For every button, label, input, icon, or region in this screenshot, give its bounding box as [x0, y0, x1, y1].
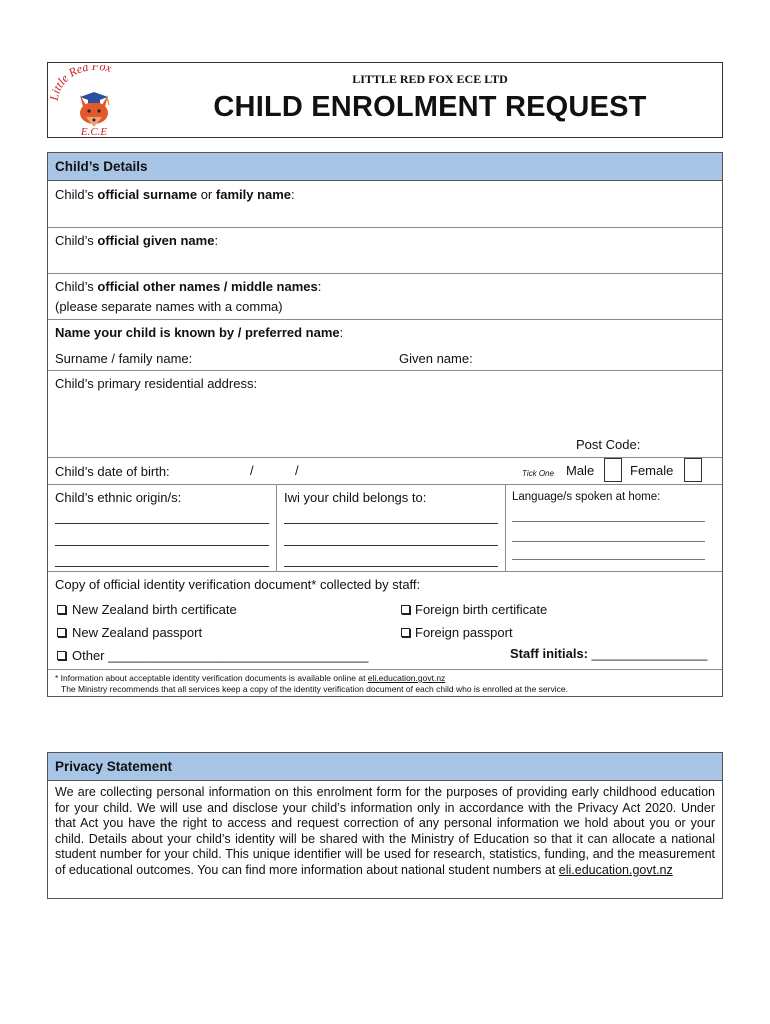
privacy-section [47, 752, 723, 899]
pref-surname-label: Surname / family name: [55, 351, 193, 366]
ethnic-line[interactable] [55, 545, 269, 546]
ethnic-line[interactable] [55, 523, 269, 524]
page-title: CHILD ENROLMENT REQUEST [213, 91, 647, 123]
privacy-heading: Privacy Statement [48, 753, 722, 781]
pref-surname-field[interactable] [208, 349, 388, 367]
ethnic-line[interactable] [55, 566, 269, 567]
pref-given-label: Given name: [399, 351, 473, 366]
post-code-label: Post Code: [576, 437, 641, 452]
staff-initials: Staff initials: ________________ [510, 646, 708, 661]
iwi-label: Iwi your child belongs to: [284, 490, 427, 505]
language-line[interactable] [512, 521, 705, 522]
iwi-line[interactable] [284, 566, 498, 567]
org-name: LITTLE RED FOX ECE LTD [352, 72, 508, 86]
dob-label: Child’s date of birth: [55, 464, 170, 479]
footnote-1: * Information about acceptable identity verification documents is available online at eli.education.govt.nz [55, 673, 446, 683]
child-details-heading: Child’s Details [48, 153, 722, 181]
child-details-section [47, 152, 723, 697]
language-line[interactable] [512, 541, 705, 542]
given-name-field[interactable] [48, 249, 722, 273]
dob-separator: / [295, 463, 299, 478]
logo-text-bottom: E.C.E [80, 126, 108, 137]
staff-initials-field[interactable]: ________________ [591, 646, 708, 661]
nz-passport-checkbox[interactable] [57, 628, 66, 637]
given-name-label: Child’s official given name: [55, 233, 219, 248]
foreign-birth-label: Foreign birth certificate [415, 602, 548, 617]
foreign-birth-checkbox[interactable] [401, 605, 410, 614]
privacy-link[interactable]: eli.education.govt.nz [558, 862, 673, 877]
pref-given-field[interactable] [483, 349, 713, 367]
nz-birth-checkbox[interactable] [57, 605, 66, 614]
ethnic-label: Child’s ethnic origin/s: [55, 490, 182, 505]
other-checkbox[interactable] [57, 651, 66, 660]
surname-label: Child’s official surname or family name: [55, 187, 295, 202]
address-field[interactable] [48, 393, 722, 433]
languages-label: Language/s spoken at home: [512, 491, 661, 503]
language-line[interactable] [512, 559, 705, 560]
male-checkbox[interactable] [604, 458, 622, 482]
iwi-line[interactable] [284, 523, 498, 524]
surname-field[interactable] [48, 201, 722, 227]
tick-one-label: Tick One [522, 469, 554, 478]
address-label: Child’s primary residential address: [55, 376, 258, 391]
header-box [47, 62, 723, 138]
other-names-label: Child’s official other names / middle names: [55, 279, 322, 294]
post-code-field[interactable] [653, 435, 717, 453]
foreign-passport-label: Foreign passport [415, 625, 513, 640]
dob-separator: / [250, 463, 254, 478]
iwi-line[interactable] [284, 545, 498, 546]
known-by-label: Name your child is known by / preferred name: [55, 325, 344, 340]
logo-text-top: ttle Red Fox [50, 65, 114, 93]
nz-birth-label: New Zealand birth certificate [72, 602, 237, 617]
other-names-note: (please separate names with a comma) [55, 299, 283, 314]
other-label[interactable]: Other ____________________________________ [72, 648, 369, 663]
nz-passport-label: New Zealand passport [72, 625, 203, 640]
privacy-statement: We are collecting personal information on this enrolment form for the purposes of providing early childhood education for your child. We will use and disclose your child’s information only in accordance with the Privacy Act 2020. Under that Act you have the right to access and request correction of any personal information we hold about you or your child. Details about your child’s identity will be shared with the Ministry of Education so that it can allocate a national student number for your child. This unique identifier will be used for research, statistics, funding, and the measurement of educational outcomes. You can find more information about national student numbers at eli.education.govt.nz [55, 785, 715, 877]
female-label: Female [630, 463, 674, 478]
male-label: Male [566, 463, 595, 478]
id-doc-label: Copy of official identity verification document* collected by staff: [55, 577, 421, 592]
foreign-passport-checkbox[interactable] [401, 628, 410, 637]
eli-link[interactable]: eli.education.govt.nz [367, 673, 446, 683]
footnote-2: The Ministry recommends that all services keep a copy of the identity verification document of each child who is enrolled at the service. [61, 684, 568, 694]
female-checkbox[interactable] [684, 458, 702, 482]
